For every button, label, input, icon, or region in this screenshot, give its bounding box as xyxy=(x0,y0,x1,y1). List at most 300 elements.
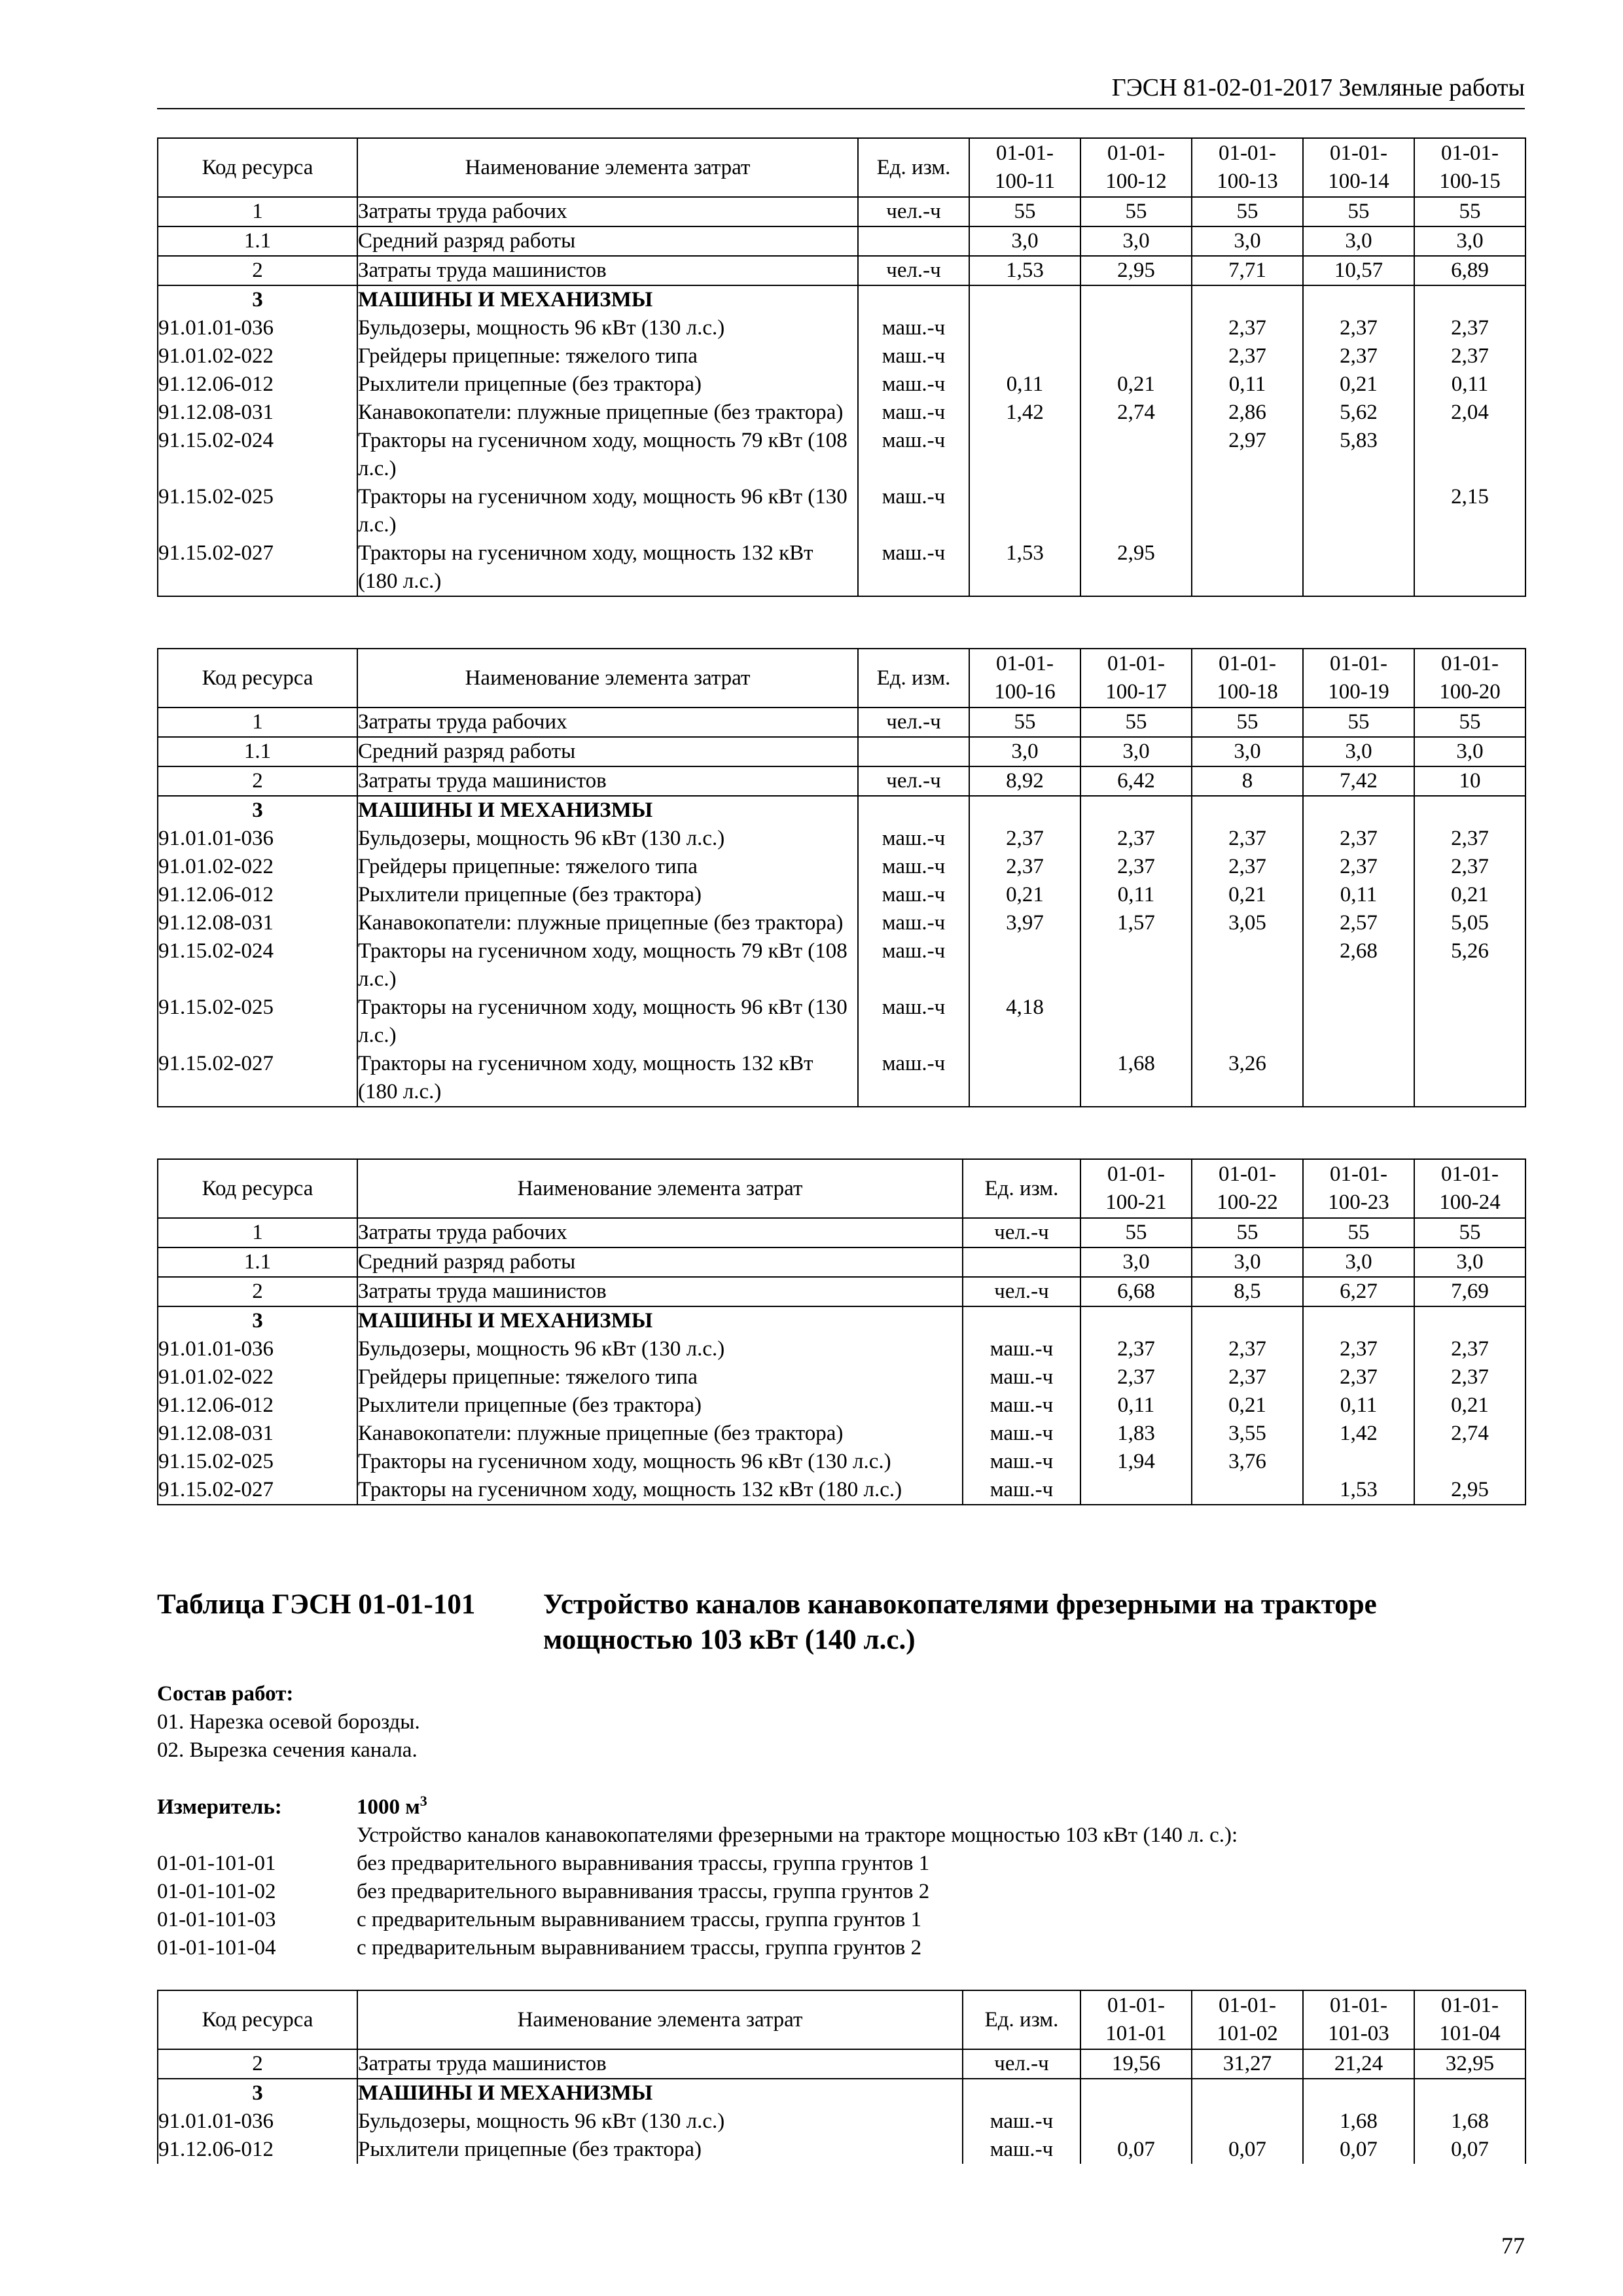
value-cell: 2,95 xyxy=(1080,256,1192,285)
norm-code-line2: 100-11 xyxy=(994,170,1056,193)
value-cell: 2,95 xyxy=(1080,539,1192,596)
value-cell: 7,69 xyxy=(1414,1277,1525,1306)
value-cell xyxy=(969,314,1080,342)
norm-code-line1: 01-01- xyxy=(1107,652,1165,675)
value-cell xyxy=(1414,1050,1525,1107)
norm-code-line1: 01-01- xyxy=(1441,1994,1499,2017)
table-row xyxy=(158,256,1525,285)
cost-element-name: Тракторы на гусеничном ходу, мощность 132 кВт (180 л.с.) xyxy=(357,1050,858,1107)
header-norm-code xyxy=(1414,1159,1525,1218)
table-row xyxy=(158,796,1525,825)
resource-code: 91.01.01-036 xyxy=(158,1335,357,1363)
norm-code-line2: 100-22 xyxy=(1217,1191,1278,1214)
resource-code: 91.01.02-022 xyxy=(158,1363,357,1391)
cost-element-name: Грейдеры прицепные: тяжелого типа xyxy=(357,342,858,370)
value-cell: 0,11 xyxy=(1303,881,1414,909)
resource-code: 91.15.02-027 xyxy=(158,1476,357,1505)
header-norm-code xyxy=(1303,1159,1414,1218)
norm-code-line2: 100-23 xyxy=(1328,1191,1389,1214)
norm-code-line2: 100-21 xyxy=(1105,1191,1167,1214)
value-cell: 2,74 xyxy=(1414,1420,1525,1448)
value-cell xyxy=(969,427,1080,483)
norm-item-code: 01-01-101-02 xyxy=(157,1880,276,1903)
resource-code: 91.12.08-031 xyxy=(158,909,357,937)
unit-cell: маш.-ч xyxy=(858,825,969,853)
meter-value xyxy=(357,1793,427,1821)
norm-code-line1: 01-01- xyxy=(1219,1994,1276,2017)
resource-code: 91.12.08-031 xyxy=(158,1420,357,1448)
header-norm-code xyxy=(1414,1990,1525,2049)
table-row xyxy=(158,708,1525,737)
value-cell xyxy=(1414,539,1525,596)
norm-item-text: с предварительным выравниванием трассы, группа грунтов 1 xyxy=(357,1908,922,1931)
header-resource-code: Код ресурса xyxy=(158,649,357,708)
header-norm-code xyxy=(969,138,1080,197)
resource-code: 3 xyxy=(158,2079,357,2108)
resource-code: 3 xyxy=(158,796,357,825)
value-cell: 55 xyxy=(969,708,1080,737)
unit-cell: маш.-ч xyxy=(963,1476,1080,1505)
value-cell: 0,11 xyxy=(1192,370,1303,399)
value-cell xyxy=(1080,994,1192,1050)
value-cell xyxy=(969,937,1080,994)
value-cell: 3,0 xyxy=(1414,1247,1525,1277)
value-cell: 1,42 xyxy=(1303,1420,1414,1448)
cost-element-name: Грейдеры прицепные: тяжелого типа xyxy=(357,1363,963,1391)
norm-code-line2: 100-20 xyxy=(1439,680,1501,704)
norm-code-line2: 100-18 xyxy=(1217,680,1278,704)
value-cell: 3,0 xyxy=(1414,226,1525,256)
unit-cell: чел.-ч xyxy=(963,1218,1080,1247)
unit-cell: чел.-ч xyxy=(963,2049,1080,2079)
table-row xyxy=(158,226,1525,256)
value-cell: 3,0 xyxy=(1303,226,1414,256)
value-cell xyxy=(1192,483,1303,539)
unit-cell xyxy=(858,285,969,314)
value-cell: 10 xyxy=(1414,766,1525,796)
header-norm-code xyxy=(1414,649,1525,708)
norm-group-description: Устройство каналов канавокопателями фрезерными на тракторе мощностью 103 кВт (140 л. с.): xyxy=(357,1823,1238,1847)
unit-cell xyxy=(963,2079,1080,2108)
value-cell: 6,42 xyxy=(1080,766,1192,796)
norm-code-line1: 01-01- xyxy=(1107,141,1165,165)
value-cell: 2,37 xyxy=(1192,342,1303,370)
norm-code-line2: 100-14 xyxy=(1328,170,1389,193)
value-cell: 7,42 xyxy=(1303,766,1414,796)
value-cell: 0,07 xyxy=(1303,2136,1414,2164)
norm-code-line2: 101-02 xyxy=(1217,2022,1278,2045)
value-cell xyxy=(1192,1476,1303,1505)
value-cell: 2,37 xyxy=(1303,342,1414,370)
norm-code-line2: 101-03 xyxy=(1328,2022,1389,2045)
resource-code: 91.12.06-012 xyxy=(158,2136,357,2164)
value-cell: 3,55 xyxy=(1192,1420,1303,1448)
table-title: Устройство каналов канавокопателями фрезерными на тракторе мощностью 103 кВт (140 л.с.) xyxy=(543,1589,1377,1655)
value-cell: 3,0 xyxy=(1080,226,1192,256)
resource-code: 91.01.01-036 xyxy=(158,314,357,342)
table-row xyxy=(158,881,1525,909)
value-cell: 2,37 xyxy=(1303,853,1414,881)
value-cell: 2,37 xyxy=(1192,825,1303,853)
value-cell: 2,68 xyxy=(1303,937,1414,994)
unit-cell xyxy=(858,796,969,825)
value-cell: 6,27 xyxy=(1303,1277,1414,1306)
work-item: 02. Вырезка сечения канала. xyxy=(157,1738,418,1762)
value-cell: 2,37 xyxy=(1080,1363,1192,1391)
cost-element-name: Бульдозеры, мощность 96 кВт (130 л.с.) xyxy=(357,1335,963,1363)
value-cell: 55 xyxy=(1080,708,1192,737)
resource-code: 91.15.02-024 xyxy=(158,937,357,994)
value-cell: 3,0 xyxy=(969,226,1080,256)
header-norm-code xyxy=(1414,138,1525,197)
header-cost-element: Наименование элемента затрат xyxy=(357,1990,963,2049)
resource-table-100-21-24 xyxy=(157,1158,1526,1505)
norm-item-code: 01-01-101-04 xyxy=(157,1936,276,1960)
value-cell: 0,21 xyxy=(1192,1391,1303,1420)
table-row xyxy=(158,1277,1525,1306)
value-cell: 2,15 xyxy=(1414,483,1525,539)
unit-cell: чел.-ч xyxy=(963,1277,1080,1306)
table-row xyxy=(158,285,1525,314)
resource-code: 1 xyxy=(158,197,357,226)
table-row xyxy=(158,2136,1525,2164)
value-cell xyxy=(1303,1050,1414,1107)
header-unit: Ед. изм. xyxy=(963,1159,1080,1218)
norm-code-line2: 100-13 xyxy=(1217,170,1278,193)
value-cell xyxy=(1192,796,1303,825)
cost-element-name: Средний разряд работы xyxy=(357,226,858,256)
value-cell: 55 xyxy=(969,197,1080,226)
header-norm-code xyxy=(1080,649,1192,708)
unit-cell: чел.-ч xyxy=(858,708,969,737)
cost-element-name: Средний разряд работы xyxy=(357,1247,963,1277)
value-cell: 10,57 xyxy=(1303,256,1414,285)
table-row xyxy=(158,370,1525,399)
norm-code-line1: 01-01- xyxy=(1330,652,1387,675)
table-row xyxy=(158,1050,1525,1107)
header-norm-code xyxy=(1192,649,1303,708)
norm-code-line1: 01-01- xyxy=(1219,1162,1276,1186)
norm-item-code: 01-01-101-01 xyxy=(157,1852,276,1875)
table-row xyxy=(158,2079,1525,2108)
value-cell: 2,37 xyxy=(1303,314,1414,342)
value-cell: 3,76 xyxy=(1192,1448,1303,1476)
norm-code-line1: 01-01- xyxy=(996,652,1054,675)
unit-cell xyxy=(963,1306,1080,1335)
value-cell xyxy=(1192,937,1303,994)
table-row xyxy=(158,1218,1525,1247)
value-cell: 1,68 xyxy=(1414,2108,1525,2136)
resource-code: 1.1 xyxy=(158,1247,357,1277)
table-row xyxy=(158,1335,1525,1363)
norm-code-line2: 100-17 xyxy=(1105,680,1167,704)
value-cell: 2,37 xyxy=(1414,825,1525,853)
resource-code: 91.01.01-036 xyxy=(158,825,357,853)
value-cell: 2,37 xyxy=(1192,853,1303,881)
running-header: ГЭСН 81-02-01-2017 Земляные работы xyxy=(1111,74,1525,101)
cost-element-name: Рыхлители прицепные (без трактора) xyxy=(357,1391,963,1420)
resource-code: 1.1 xyxy=(158,737,357,766)
value-cell: 1,68 xyxy=(1303,2108,1414,2136)
header-resource-code: Код ресурса xyxy=(158,1990,357,2049)
value-cell: 2,86 xyxy=(1192,399,1303,427)
value-cell: 0,21 xyxy=(1080,370,1192,399)
value-cell: 5,26 xyxy=(1414,937,1525,994)
cost-element-name: Тракторы на гусеничном ходу, мощность 96 кВт (130 л.с.) xyxy=(357,994,858,1050)
cost-element-name: МАШИНЫ И МЕХАНИЗМЫ xyxy=(357,796,858,825)
table-row xyxy=(158,1306,1525,1335)
table-row xyxy=(158,539,1525,596)
norm-item-text: без предварительного выравнивания трассы, группа грунтов 1 xyxy=(357,1852,930,1875)
value-cell xyxy=(1303,796,1414,825)
header-cost-element: Наименование элемента затрат xyxy=(357,138,858,197)
header-norm-code xyxy=(1192,1990,1303,2049)
value-cell: 55 xyxy=(1192,708,1303,737)
table-row xyxy=(158,2108,1525,2136)
unit-cell: чел.-ч xyxy=(858,766,969,796)
value-cell xyxy=(1080,427,1192,483)
value-cell: 2,37 xyxy=(969,825,1080,853)
header-unit: Ед. изм. xyxy=(858,649,969,708)
meter-unit-exponent: 3 xyxy=(419,1793,427,1809)
header-resource-code: Код ресурса xyxy=(158,138,357,197)
value-cell xyxy=(1192,2108,1303,2136)
value-cell: 1,53 xyxy=(1303,1476,1414,1505)
unit-cell xyxy=(963,1247,1080,1277)
value-cell xyxy=(1414,285,1525,314)
value-cell: 0,21 xyxy=(1192,881,1303,909)
unit-cell: маш.-ч xyxy=(963,2136,1080,2164)
value-cell xyxy=(1080,1476,1192,1505)
norm-code-line1: 01-01- xyxy=(1441,652,1499,675)
value-cell: 0,21 xyxy=(1414,881,1525,909)
value-cell: 1,83 xyxy=(1080,1420,1192,1448)
value-cell: 8,5 xyxy=(1192,1277,1303,1306)
value-cell: 2,37 xyxy=(1303,1363,1414,1391)
resource-code: 91.01.02-022 xyxy=(158,853,357,881)
header-norm-code xyxy=(1303,138,1414,197)
value-cell xyxy=(969,342,1080,370)
value-cell xyxy=(1414,994,1525,1050)
table-row xyxy=(158,483,1525,539)
value-cell: 0,07 xyxy=(1414,2136,1525,2164)
table-label: Таблица ГЭСН 01-01-101 xyxy=(157,1589,476,1620)
norm-code-line1: 01-01- xyxy=(1330,141,1387,165)
value-cell: 3,26 xyxy=(1192,1050,1303,1107)
header-norm-code xyxy=(1080,138,1192,197)
value-cell xyxy=(969,1050,1080,1107)
cost-element-name: Рыхлители прицепные (без трактора) xyxy=(357,370,858,399)
norm-item-code: 01-01-101-03 xyxy=(157,1908,276,1931)
value-cell: 1,57 xyxy=(1080,909,1192,937)
value-cell: 0,11 xyxy=(1303,1391,1414,1420)
header-norm-code xyxy=(1192,138,1303,197)
table-row xyxy=(158,909,1525,937)
resource-table-101-01-04 xyxy=(157,1990,1526,2164)
cost-element-name: Затраты труда машинистов xyxy=(357,256,858,285)
value-cell xyxy=(1303,539,1414,596)
value-cell: 55 xyxy=(1303,708,1414,737)
resource-code: 91.15.02-025 xyxy=(158,994,357,1050)
value-cell: 55 xyxy=(1192,1218,1303,1247)
value-cell: 6,89 xyxy=(1414,256,1525,285)
value-cell xyxy=(1080,285,1192,314)
resource-code: 2 xyxy=(158,766,357,796)
value-cell: 3,0 xyxy=(1080,1247,1192,1277)
table-row xyxy=(158,1247,1525,1277)
value-cell xyxy=(1303,994,1414,1050)
header-unit: Ед. изм. xyxy=(963,1990,1080,2049)
norm-code-line1: 01-01- xyxy=(1219,652,1276,675)
value-cell: 5,62 xyxy=(1303,399,1414,427)
header-cost-element: Наименование элемента затрат xyxy=(357,649,858,708)
value-cell: 3,0 xyxy=(1192,1247,1303,1277)
table-row xyxy=(158,737,1525,766)
norm-code-line1: 01-01- xyxy=(1441,1162,1499,1186)
table-row xyxy=(158,994,1525,1050)
value-cell: 8 xyxy=(1192,766,1303,796)
resource-code: 91.12.06-012 xyxy=(158,881,357,909)
resource-code: 91.12.08-031 xyxy=(158,399,357,427)
value-cell: 3,97 xyxy=(969,909,1080,937)
value-cell xyxy=(1192,1306,1303,1335)
resource-table-100-16-20 xyxy=(157,648,1526,1107)
resource-code: 91.12.06-012 xyxy=(158,370,357,399)
value-cell xyxy=(1414,796,1525,825)
resource-code: 3 xyxy=(158,1306,357,1335)
header-norm-code xyxy=(1080,1159,1192,1218)
unit-cell: маш.-ч xyxy=(963,1335,1080,1363)
meter-label: Измеритель: xyxy=(157,1795,282,1819)
value-cell: 1,68 xyxy=(1080,1050,1192,1107)
resource-code: 1.1 xyxy=(158,226,357,256)
value-cell: 2,04 xyxy=(1414,399,1525,427)
resource-code: 91.12.06-012 xyxy=(158,1391,357,1420)
value-cell: 2,37 xyxy=(1080,853,1192,881)
value-cell: 3,0 xyxy=(1192,226,1303,256)
value-cell: 6,68 xyxy=(1080,1277,1192,1306)
value-cell: 2,37 xyxy=(1414,342,1525,370)
cost-element-name: Тракторы на гусеничном ходу, мощность 132 кВт (180 л.с.) xyxy=(357,539,858,596)
norm-code-line2: 100-15 xyxy=(1439,170,1501,193)
cost-element-name: Канавокопатели: плужные прицепные (без трактора) xyxy=(357,1420,963,1448)
cost-element-name: Затраты труда рабочих xyxy=(357,197,858,226)
value-cell: 2,37 xyxy=(1414,314,1525,342)
unit-cell: маш.-ч xyxy=(858,370,969,399)
value-cell: 1,42 xyxy=(969,399,1080,427)
table-row xyxy=(158,825,1525,853)
value-cell: 21,24 xyxy=(1303,2049,1414,2079)
resource-code: 2 xyxy=(158,256,357,285)
header-norm-code xyxy=(1080,1990,1192,2049)
norm-code-line1: 01-01- xyxy=(1219,141,1276,165)
resource-code: 91.15.02-024 xyxy=(158,427,357,483)
table-row xyxy=(158,399,1525,427)
meter-value-text: 1000 м xyxy=(357,1795,420,1819)
value-cell: 19,56 xyxy=(1080,2049,1192,2079)
cost-element-name: Бульдозеры, мощность 96 кВт (130 л.с.) xyxy=(357,825,858,853)
table-row xyxy=(158,1448,1525,1476)
value-cell xyxy=(969,796,1080,825)
cost-element-name: МАШИНЫ И МЕХАНИЗМЫ xyxy=(357,285,858,314)
resource-code: 3 xyxy=(158,285,357,314)
cost-element-name: Канавокопатели: плужные прицепные (без трактора) xyxy=(357,399,858,427)
value-cell: 2,74 xyxy=(1080,399,1192,427)
value-cell: 3,0 xyxy=(1080,737,1192,766)
resource-code: 91.15.02-025 xyxy=(158,1448,357,1476)
unit-cell: маш.-ч xyxy=(858,427,969,483)
resource-code: 91.15.02-027 xyxy=(158,1050,357,1107)
page-number: 77 xyxy=(1501,2233,1525,2259)
header-cost-element: Наименование элемента затрат xyxy=(357,1159,963,1218)
value-cell: 0,07 xyxy=(1192,2136,1303,2164)
value-cell: 2,95 xyxy=(1414,1476,1525,1505)
cost-element-name: Рыхлители прицепные (без трактора) xyxy=(357,2136,963,2164)
value-cell: 8,92 xyxy=(969,766,1080,796)
norm-code-line2: 101-01 xyxy=(1105,2022,1167,2045)
cost-element-name: Затраты труда машинистов xyxy=(357,2049,963,2079)
norm-code-line2: 100-16 xyxy=(994,680,1056,704)
value-cell: 2,37 xyxy=(1192,314,1303,342)
value-cell: 55 xyxy=(1080,1218,1192,1247)
value-cell xyxy=(1414,1448,1525,1476)
value-cell xyxy=(1080,796,1192,825)
header-unit: Ед. изм. xyxy=(858,138,969,197)
value-cell: 3,0 xyxy=(1192,737,1303,766)
value-cell xyxy=(1080,342,1192,370)
value-cell xyxy=(1080,2079,1192,2108)
unit-cell: маш.-ч xyxy=(963,2108,1080,2136)
cost-element-name: МАШИНЫ И МЕХАНИЗМЫ xyxy=(357,1306,963,1335)
resource-code: 2 xyxy=(158,1277,357,1306)
norm-item-text: с предварительным выравниванием трассы, группа грунтов 2 xyxy=(357,1936,922,1960)
resource-code: 2 xyxy=(158,2049,357,2079)
resource-table-100-11-15 xyxy=(157,137,1526,597)
norm-code-line1: 01-01- xyxy=(1107,1162,1165,1186)
unit-cell: маш.-ч xyxy=(963,1420,1080,1448)
cost-element-name: Затраты труда рабочих xyxy=(357,708,858,737)
norm-code-line2: 100-24 xyxy=(1439,1191,1501,1214)
unit-cell: маш.-ч xyxy=(858,342,969,370)
value-cell: 0,07 xyxy=(1080,2136,1192,2164)
value-cell: 0,21 xyxy=(969,881,1080,909)
unit-cell: маш.-ч xyxy=(963,1391,1080,1420)
value-cell xyxy=(1414,427,1525,483)
value-cell: 2,37 xyxy=(1192,1363,1303,1391)
header-norm-code xyxy=(1303,649,1414,708)
work-item: 01. Нарезка осевой борозды. xyxy=(157,1710,420,1734)
value-cell xyxy=(1080,1306,1192,1335)
value-cell: 31,27 xyxy=(1192,2049,1303,2079)
unit-cell: чел.-ч xyxy=(858,197,969,226)
resource-code: 91.01.01-036 xyxy=(158,2108,357,2136)
value-cell xyxy=(1303,1306,1414,1335)
value-cell xyxy=(1192,285,1303,314)
value-cell: 2,37 xyxy=(1414,1335,1525,1363)
table-row xyxy=(158,342,1525,370)
unit-cell: маш.-ч xyxy=(858,909,969,937)
value-cell xyxy=(1080,314,1192,342)
value-cell: 0,21 xyxy=(1303,370,1414,399)
value-cell: 55 xyxy=(1414,708,1525,737)
unit-cell: маш.-ч xyxy=(858,853,969,881)
norm-code-line2: 100-12 xyxy=(1105,170,1167,193)
cost-element-name: Тракторы на гусеничном ходу, мощность 79 кВт (108 л.с.) xyxy=(357,937,858,994)
header-rule xyxy=(157,108,1525,109)
unit-cell: маш.-ч xyxy=(858,483,969,539)
unit-cell: маш.-ч xyxy=(963,1448,1080,1476)
cost-element-name: Затраты труда рабочих xyxy=(357,1218,963,1247)
